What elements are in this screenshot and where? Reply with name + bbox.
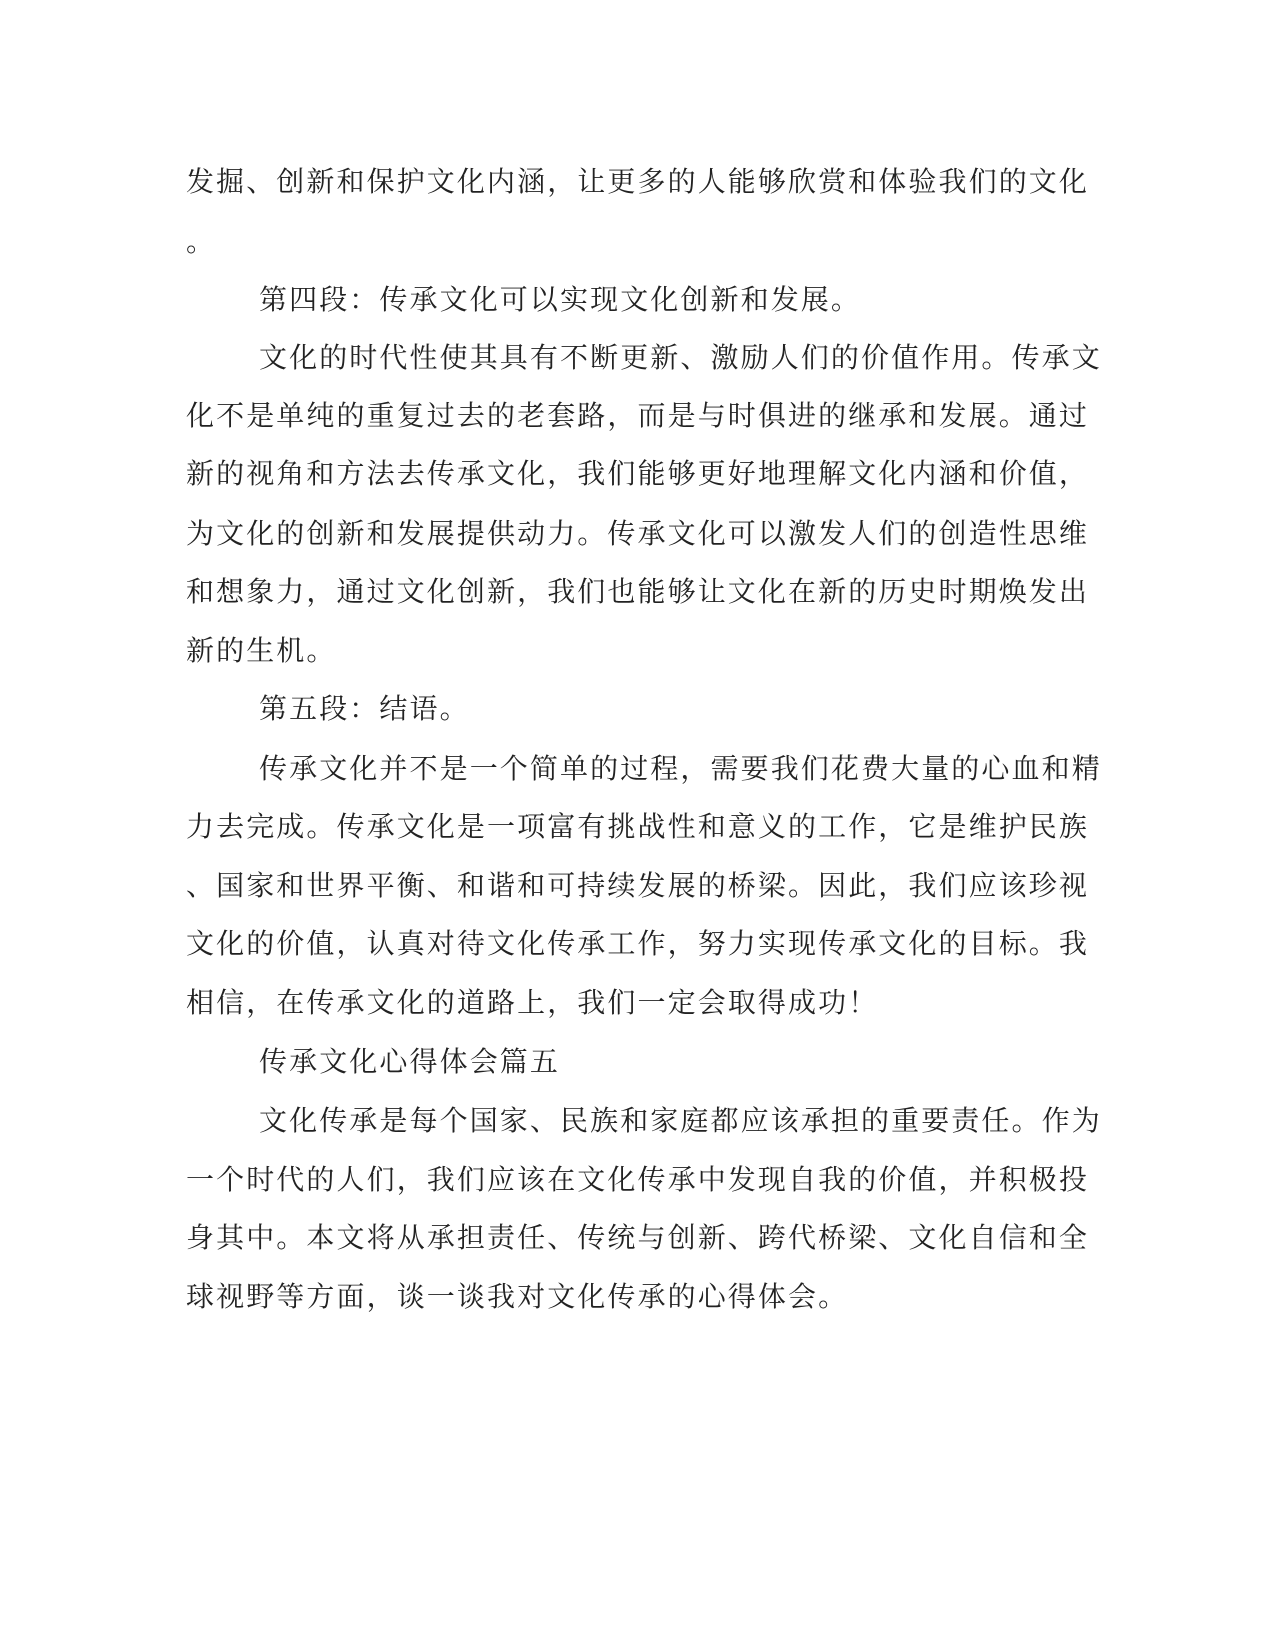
body-text-line: 、国家和世界平衡、和谐和可持续发展的桥梁。因此，我们应该珍视 <box>186 869 1090 902</box>
section-heading: 第四段：传承文化可以实现文化创新和发展。 <box>259 283 862 316</box>
section-heading: 第五段：结语。 <box>259 692 470 725</box>
body-text-line: 文化的价值，认真对待文化传承工作，努力实现传承文化的目标。我 <box>186 927 1090 960</box>
paragraph-first-line: 文化传承是每个国家、民族和家庭都应该承担的重要责任。作为 <box>259 1104 1102 1137</box>
body-text-line: 。 <box>186 225 217 258</box>
body-text-line: 球视野等方面，谈一谈我对文化传承的心得体会。 <box>186 1280 849 1313</box>
body-text-line: 身其中。本文将从承担责任、传统与创新、跨代桥梁、文化自信和全 <box>186 1221 1090 1254</box>
body-text-line: 发掘、创新和保护文化内涵，让更多的人能够欣赏和体验我们的文化 <box>186 165 1090 198</box>
paragraph-first-line: 文化的时代性使其具有不断更新、激励人们的价值作用。传承文 <box>259 341 1102 374</box>
body-text-line: 相信，在传承文化的道路上，我们一定会取得成功！ <box>186 986 879 1019</box>
body-text-line: 一个时代的人们，我们应该在文化传承中发现自我的价值，并积极投 <box>186 1163 1090 1196</box>
paragraph-first-line: 传承文化并不是一个简单的过程，需要我们花费大量的心血和精 <box>259 752 1102 785</box>
article-title: 传承文化心得体会篇五 <box>259 1045 561 1078</box>
body-text-line: 新的生机。 <box>186 634 337 667</box>
body-text-line: 化不是单纯的重复过去的老套路，而是与时俱进的继承和发展。通过 <box>186 399 1090 432</box>
body-text-line: 为文化的创新和发展提供动力。传承文化可以激发人们的创造性思维 <box>186 517 1090 550</box>
body-text-line: 力去完成。传承文化是一项富有挑战性和意义的工作，它是维护民族 <box>186 810 1090 843</box>
body-text-line: 新的视角和方法去传承文化，我们能够更好地理解文化内涵和价值， <box>186 457 1090 490</box>
body-text-line: 和想象力，通过文化创新，我们也能够让文化在新的历史时期焕发出 <box>186 575 1090 608</box>
